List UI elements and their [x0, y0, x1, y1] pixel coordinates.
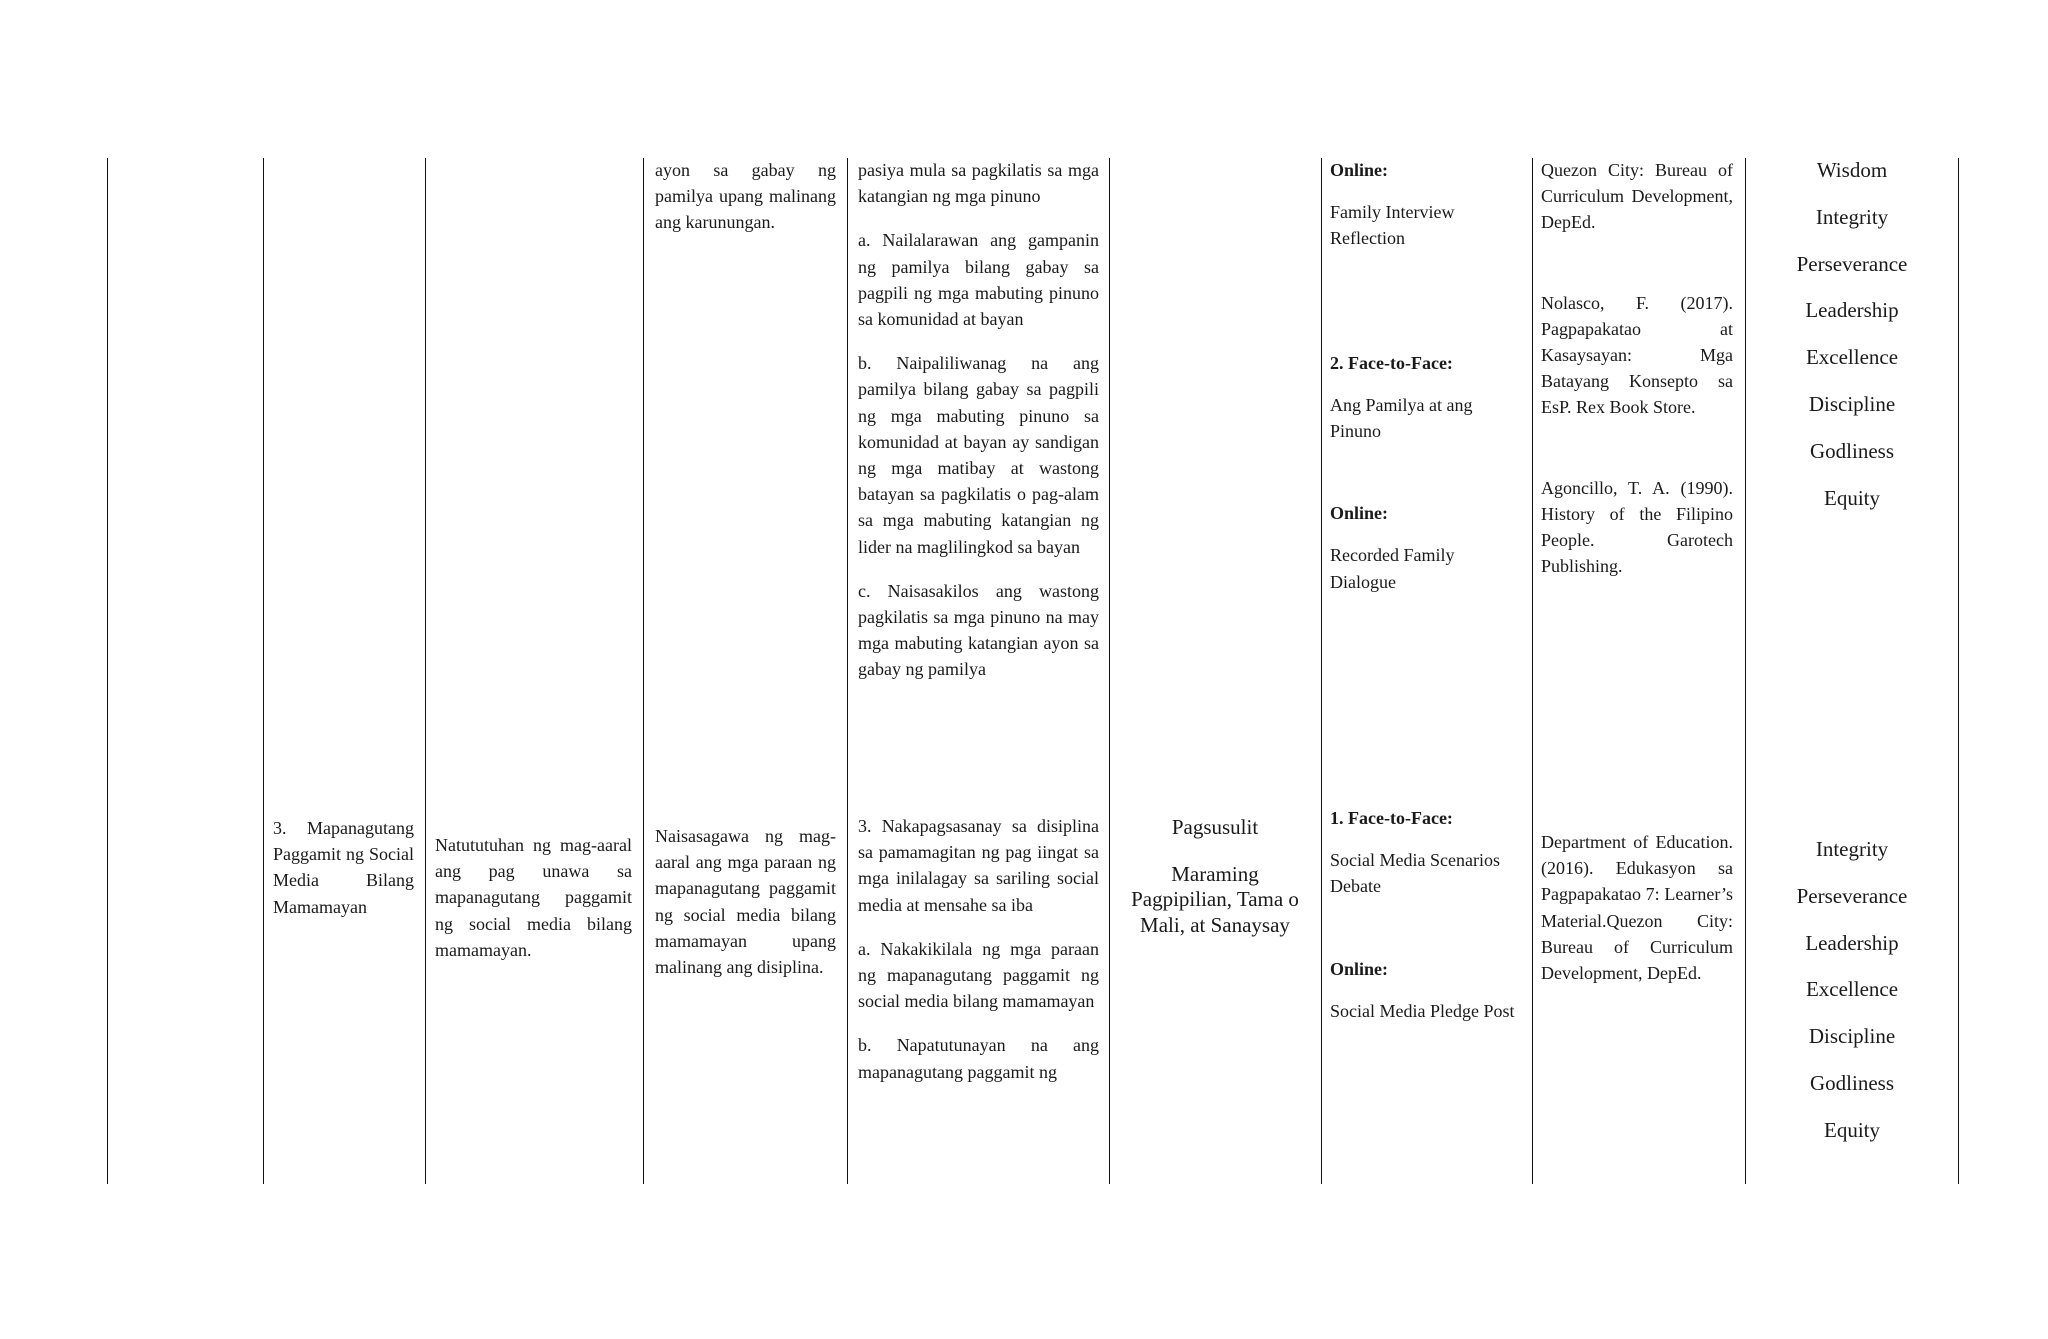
- row1-competency: [655, 157, 836, 236]
- row2-value-leadership: Leadership: [1805, 930, 1899, 955]
- row2-objective-a: a. Nakakikilala ng mga paraan ng mapanagutang paggamit ng social media bilang mamamayan: [858, 938, 1099, 1012]
- column-divider-1: [263, 158, 264, 1184]
- row1-value-leadership: Leadership: [1805, 298, 1899, 323]
- row2-value-integrity: Integrity: [1815, 837, 1889, 861]
- row2-performance-standard: [655, 823, 836, 980]
- row1-values: [1746, 157, 1958, 531]
- column-divider-7: [1532, 158, 1533, 1184]
- row1-objective-b: b. Naipaliliwanag na ang pamilya bilang gabay sa pagpili ng mga mabuting pinuno sa komunidad at bayan ay sandigan ng mga matibay at wastong batayan sa pagkilatis o pag-alam sa mga mabuting katangian ng lider na maglilingkod sa bayan: [858, 353, 1099, 557]
- row1-reference-1: Quezon City: Bureau of Curriculum Development, DepEd.: [1541, 160, 1733, 233]
- row1-competency-text: ayon sa gabay ng pamilya upang malinang ang karunungan.: [655, 160, 836, 233]
- row1-activity-mode-1: Online:: [1330, 160, 1389, 180]
- row2-objectives: [858, 813, 1099, 1085]
- row1-objective-c: c. Naisasakilos ang wastong pagkilatis sa mga pinuno na may mga mabuting katangian ayon sa gabay ng pamilya: [858, 580, 1099, 680]
- column-divider-5: [1109, 158, 1110, 1184]
- row1-value-equity: Equity: [1824, 485, 1880, 510]
- row1-reference-2: Nolasco, F. (2017). Pagpapakatao at Kasaysayan: Mga Batayang Konsepto sa EsP. Rex Book Store.: [1541, 292, 1733, 418]
- row2-performance-standard-text: Naisasagawa ng mag-aaral ang mga paraan ng mapanagutang paggamit ng social media bilang mamamayan upang malinang ang disiplina.: [655, 826, 836, 978]
- row2-activity-1: Social Media Scenarios Debate: [1330, 850, 1500, 897]
- row1-value-wisdom: Wisdom: [1816, 158, 1888, 182]
- row2-value-equity: Equity: [1824, 1117, 1880, 1142]
- row2-value-godliness: Godliness: [1810, 1070, 1894, 1095]
- row1-activity-mode-3: Online:: [1330, 503, 1389, 524]
- row1-objectives: [858, 157, 1099, 683]
- column-divider-2: [425, 158, 426, 1184]
- row1-value-excellence: Excellence: [1805, 345, 1899, 370]
- row2-value-excellence: Excellence: [1805, 977, 1899, 1002]
- row1-activity-3: Recorded Family Dialogue: [1330, 545, 1455, 592]
- row1-value-perseverance: Perseverance: [1796, 251, 1908, 276]
- row1-activities: [1330, 157, 1515, 595]
- row2-assessment-title: Pagsusulit: [1171, 815, 1259, 839]
- column-divider-3: [643, 158, 644, 1184]
- row1-value-discipline: Discipline: [1808, 391, 1896, 416]
- row2-assessment: [1120, 815, 1310, 938]
- row2-reference-1: Department of Education. (2016). Edukasyon sa Pagpapakatao 7: Learner’s Material.Quezon City: Bureau of Curriculum Development, DepEd.: [1541, 832, 1733, 984]
- table-border-left: [107, 158, 108, 1184]
- row2-objective-b: b. Napatutunayan na ang mapanagutang paggamit ng: [858, 1035, 1099, 1082]
- row1-activity-1: Family Interview Reflection: [1330, 202, 1455, 249]
- column-divider-4: [847, 158, 848, 1184]
- row2-topic: [273, 815, 414, 920]
- row2-activity-mode-2: Online:: [1330, 958, 1389, 979]
- row2-activities: [1330, 805, 1515, 1024]
- row2-activity-mode-1: 1. Face-to-Face:: [1330, 808, 1453, 828]
- row2-topic-text: 3. Mapanagutang Paggamit ng Social Media Bilang Mamamayan: [273, 818, 414, 917]
- row2-objective-intro: 3. Nakapagsasanay sa disiplina sa pamamagitan ng pag iingat sa mga inilalagay sa sariling social media at mensahe sa iba: [858, 816, 1099, 915]
- row1-value-godliness: Godliness: [1810, 438, 1894, 463]
- row2-assessment-types: Maraming Pagpipilian, Tama o Mali, at Sanaysay: [1131, 861, 1299, 937]
- row2-values: [1746, 836, 1958, 1164]
- row1-activity-2: Ang Pamilya at ang Pinuno: [1330, 394, 1473, 442]
- row2-references: [1541, 829, 1733, 986]
- row1-objective-intro: pasiya mula sa pagkilatis sa mga katangian ng mga pinuno: [858, 160, 1099, 207]
- row1-reference-3: Agoncillo, T. A. (1990). History of the Filipino People. Garotech Publishing.: [1541, 477, 1733, 577]
- column-divider-6: [1321, 158, 1322, 1184]
- row1-activity-mode-2: 2. Face-to-Face:: [1330, 352, 1453, 373]
- row2-content-standard: [435, 832, 632, 963]
- row1-references: [1541, 157, 1733, 579]
- table-border-right: [1958, 158, 1959, 1184]
- row1-value-integrity: Integrity: [1815, 204, 1889, 229]
- row2-content-standard-text: Natututuhan ng mag-aaral ang pag unawa sa mapanagutang paggamit ng social media bilang mamamayan.: [435, 835, 632, 960]
- row2-activity-2: Social Media Pledge Post: [1330, 1000, 1515, 1021]
- row1-objective-a: a. Nailalarawan ang gampanin ng pamilya bilang gabay sa pagpili ng mga mabuting pinuno sa komunidad at bayan: [858, 230, 1099, 330]
- row2-value-discipline: Discipline: [1808, 1024, 1896, 1049]
- row2-value-perseverance: Perseverance: [1796, 883, 1908, 908]
